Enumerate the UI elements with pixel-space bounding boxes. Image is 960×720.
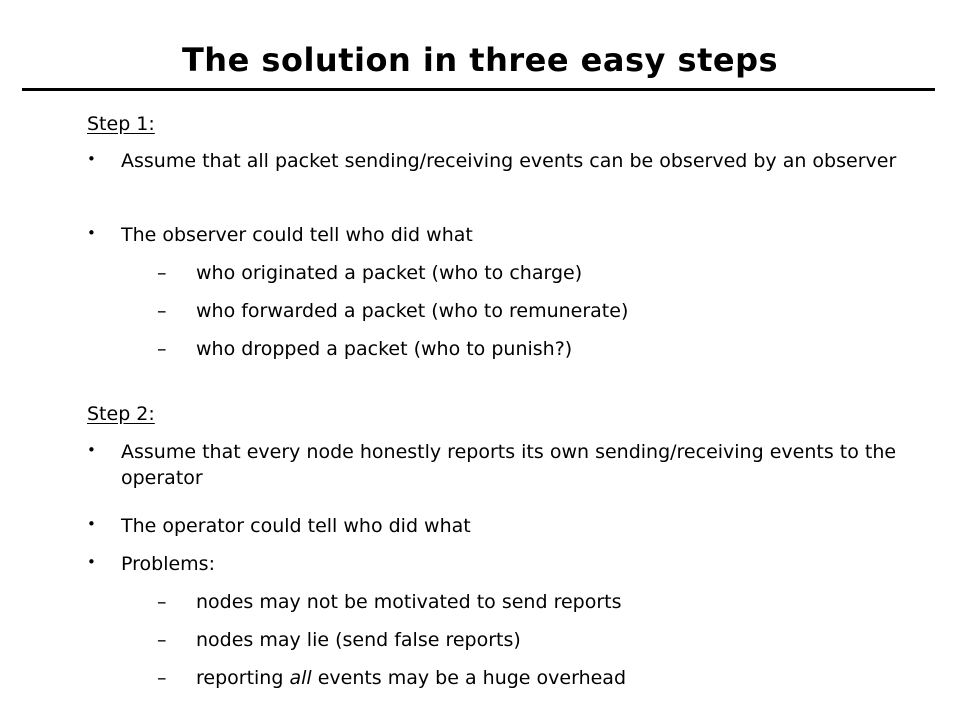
overhead-emphasis: all (289, 667, 312, 689)
dash-marker: – (157, 667, 167, 689)
step-2-bullet-honest-reports: Assume that every node honestly reports its own sending/receiving events to the operator (121, 441, 897, 489)
step-2-sub-lie: nodes may lie (send false reports) (196, 629, 521, 651)
title-underline-rule (22, 88, 935, 91)
bullet-dot: • (87, 150, 96, 168)
dash-marker: – (157, 262, 167, 284)
slide-title: The solution in three easy steps (181, 41, 779, 79)
step-1-sub-originated: who originated a packet (who to charge) (196, 262, 583, 284)
bullet-dot: • (87, 553, 96, 571)
dash-marker: – (157, 629, 167, 651)
bullet-dot: • (87, 515, 96, 533)
bullet-dot: • (87, 224, 96, 242)
step-2-sub-overhead (196, 665, 936, 691)
step-1-bullet-observer: Assume that all packet sending/receiving events can be observed by an observer (121, 150, 897, 172)
dash-marker: – (157, 300, 167, 322)
step-1-bullet-tell-who: The observer could tell who did what (121, 224, 473, 246)
bullet-dot: • (87, 441, 96, 459)
step-1-heading: Step 1: (87, 113, 155, 135)
step-2-bullet-operator: The operator could tell who did what (121, 515, 471, 537)
step-2-heading: Step 2: (87, 403, 155, 425)
step-1-sub-forwarded: who forwarded a packet (who to remunerate) (196, 300, 629, 322)
overhead-prefix: reporting (196, 667, 290, 689)
step-2-sub-not-motivated: nodes may not be motivated to send reports (196, 591, 622, 613)
dash-marker: – (157, 338, 167, 360)
step-2-bullet-problems: Problems: (121, 553, 215, 575)
overhead-suffix: events may be a huge overhead (311, 667, 627, 689)
dash-marker: – (157, 591, 167, 613)
step-1-sub-dropped: who dropped a packet (who to punish?) (196, 338, 573, 360)
